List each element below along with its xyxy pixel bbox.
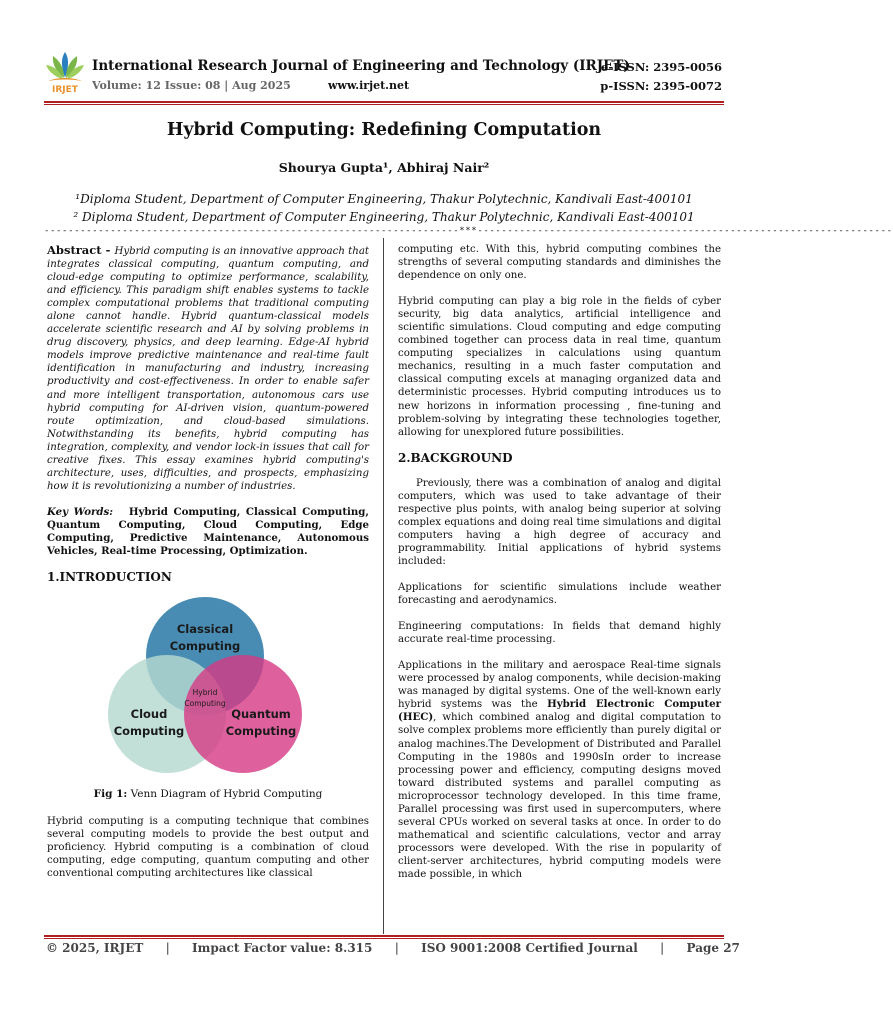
introduction-heading: 1.INTRODUCTION — [47, 570, 172, 585]
abstract — [47, 244, 369, 493]
footer-separator-2: | — [394, 941, 399, 955]
venn-diagram — [105, 596, 305, 778]
irjet-logo — [44, 50, 86, 94]
venn-label-classical-1: Classical — [176, 622, 234, 637]
p-issn: p-ISSN: 2395-0072 — [600, 79, 722, 93]
logo-text: IRJET — [52, 85, 78, 95]
keywords-body: Hybrid Computing, Classical Computing, Quantum Computing, Cloud Computing, Edge Computing, Predictive Maintenance, Autonomous Vehicles, Real-time Processing, Optimization. — [47, 505, 369, 558]
affiliation-2: ² Diploma Student, Department of Computer Engineering, Thakur Polytechnic, Kandivali East-400101 — [73, 210, 695, 224]
venn-label-hybrid-1: Hybrid — [192, 688, 218, 698]
column-divider — [383, 238, 384, 934]
figure-caption-label: Fig 1: — [93, 788, 128, 801]
intro-paragraph-1: Hybrid computing is a computing technique that combines several computing models to provide the best output and proficiency. Hybrid computing is a combination of cloud computing, edge computing, quantum computing and other conventional computing architectures like classical — [47, 816, 369, 880]
venn-label-hybrid-2: Computing — [184, 699, 226, 709]
intro-paragraph-2: Hybrid computing can play a big role in the fields of cyber security, big data analytics, artificial intelligence and scientific simulations. Cloud computing and edge computing combined together can process data in real time, quantum computing specializes in calculations using quantum mechanics, resulting in a much faster computation and classical computing excels at managing organized data and deterministic processes. Hybrid computing introduces us to new horizons in information processing , fine-tuning and problem-solving by integrating these technologies together, allowing for unexplored future possibilities. — [398, 296, 721, 438]
venn-label-quantum-2: Computing — [225, 724, 297, 739]
background-paragraph-1: Previously, there was a combination of analog and digital computers, which was used to take advantage of their respective plus points, with analog being superior at solving complex equations and doing real time simulations and digital computers having a high degree of accuracy and programmability. Initial applications of hybrid systems included: — [398, 477, 721, 567]
right-column — [398, 243, 721, 894]
logo-leaves-icon — [46, 52, 84, 81]
venn-label-cloud-2: Computing — [113, 724, 185, 739]
volume-issue: Volume: 12 Issue: 08 | Aug 2025 — [92, 79, 291, 92]
figure-caption-text: Venn Diagram of Hybrid Computing — [130, 788, 323, 801]
venn-label-cloud-1: Cloud — [130, 707, 168, 722]
keywords — [47, 506, 369, 558]
footer-impact-factor: Impact Factor value: 8.315 — [192, 941, 373, 955]
header-rule — [44, 101, 724, 103]
venn-label-classical-2: Computing — [169, 639, 241, 654]
header-rule-thin — [44, 104, 724, 105]
journal-website-link[interactable]: www.irjet.net — [328, 79, 410, 92]
background-p4-bold: Hybrid Electronic Computer (HEC) — [398, 698, 721, 724]
background-paragraph-3: Engineering computations: In fields that demand highly accurate real-time processing. — [398, 621, 721, 646]
footer-copyright: © 2025, IRJET — [46, 941, 144, 955]
title-separator: ---------------------------------------------------------------------***--------------------------------------------------------------------- — [44, 226, 893, 236]
background-paragraph-2: Applications for scientific simulations include weather forecasting and aerodynamics. — [398, 582, 721, 607]
footer-separator-3: | — [659, 941, 665, 955]
footer-rule — [44, 935, 724, 937]
abstract-heading: Abstract - — [47, 243, 115, 257]
footer-iso: ISO 9001:2008 Certified Journal — [421, 941, 638, 955]
figure-caption — [47, 788, 369, 801]
background-paragraph-4 — [398, 659, 721, 881]
footer-page-number: Page 27 — [686, 941, 740, 955]
footer-rule-thin — [44, 938, 724, 939]
background-p4-part-b: , which combined analog and digital computation to solve complex problems more efficiently than purely digital or analog machines.The Development of Distributed and Parallel Computing in the 1980s and 1990sIn order to increase processing power and efficiency, computing designs moved toward distributed systems and parallel computing as microprocessor technology developed. In this time frame, Parallel processing was first used in supercomputers, where several CPUs worked on several tasks at once. In order to do mathematical and scientific calculations, vector and array processors were developed. With the rise in popularity of client-server architectures, hybrid computing models were made possible, in which — [398, 712, 721, 880]
page-footer — [46, 941, 740, 955]
footer-separator-1: | — [165, 941, 170, 955]
affiliation-1: ¹Diploma Student, Department of Computer Engineering, Thakur Polytechnic, Kandivali East-400101 — [75, 192, 693, 206]
background-p4-part-a: Applications in the military and aerospace Real-time signals were processed by analog components, while decision-making was managed by digital systems. One of the well-known early hybrid systems was the — [398, 660, 721, 711]
intro-paragraph-1-continued: computing etc. With this, hybrid computing combines the strengths of several computing standards and diminishes the dependence on only one. — [398, 244, 721, 282]
paper-authors: Shourya Gupta¹, Abhiraj Nair² — [278, 160, 490, 175]
journal-name: International Research Journal of Engineering and Technology (IRJET) — [92, 58, 630, 74]
abstract-body: Hybrid computing is an innovative approach that integrates classical computing, quantum computing, and cloud-edge computing to optimize performance, scalability, and efficiency. This paradigm shift enables systems to tackle complex computational problems that traditional computing alone cannot handle. Hybrid quantum-classical models accelerate scientific research and AI by solving problems in drug discovery, physics, and deep learning. Edge-AI hybrid models improve predictive maintenance and real-time fault identification in manufacturing and industry, increasing productivity and cost-effectiveness. In order to enable safer and more intelligent transportation, autonomous cars use hybrid computing for AI-driven vision, quantum-powered route optimization, and cloud-based simulations. Notwithstanding its benefits, hybrid computing has integration, complexity, and vendor lock-in issues that call for creative fixes. This essay examines hybrid computing's architecture, uses, difficulties, and prospects, emphasizing how it is revolutionizing a number of industries. — [47, 246, 369, 492]
left-column — [47, 244, 369, 893]
venn-label-quantum-1: Quantum — [231, 707, 291, 722]
background-heading: 2.BACKGROUND — [398, 450, 513, 465]
e-issn: e-ISSN: 2395-0056 — [601, 60, 722, 74]
keywords-heading: Key Words: — [47, 505, 114, 518]
paper-title: Hybrid Computing: Redefining Computation — [166, 120, 602, 140]
